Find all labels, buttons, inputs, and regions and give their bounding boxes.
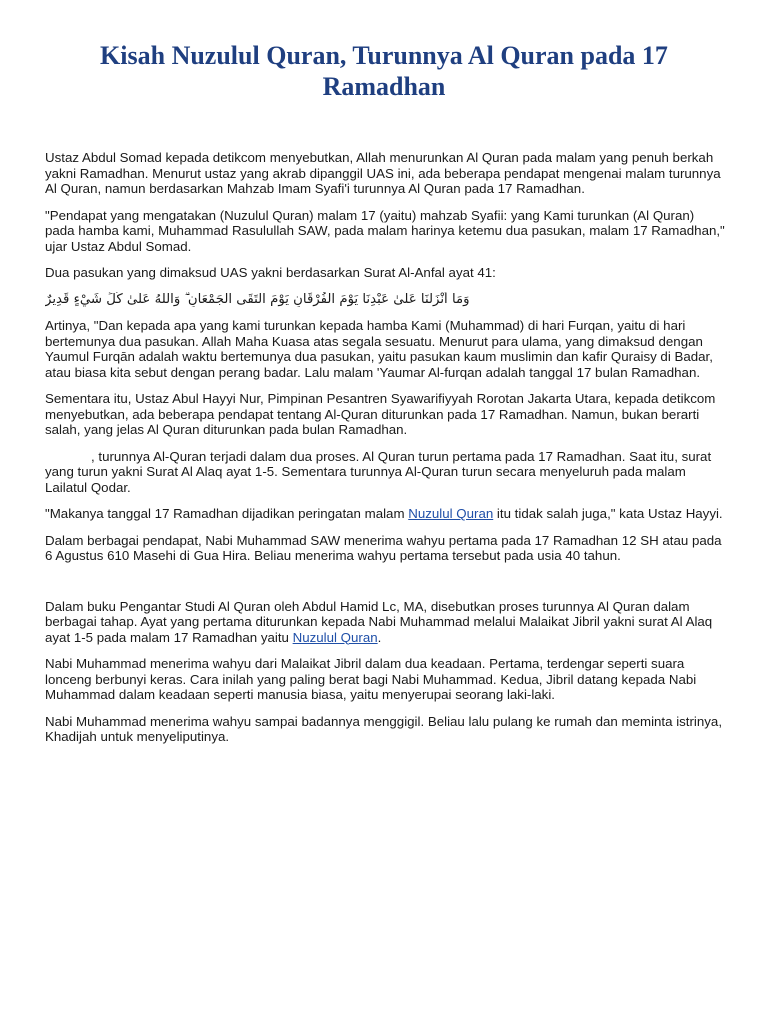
paragraph-8 xyxy=(45,506,725,522)
paragraph-12: Nabi Muhammad menerima wahyu sampai badannya menggigil. Beliau lalu pulang ke rumah dan meminta istrinya, Khadijah untuk menyeliputinya. xyxy=(45,713,723,744)
paragraph-11: Nabi Muhammad menerima wahyu dari Malaikat Jibril dalam dua keadaan. Pertama, terdengar seperti suara lonceng berbunyi keras. Cara inilah yang paling berat bagi Nabi Muhammad. Kedua, Jibril datang kepada Nabi Muhammad dalam keadaan seperti manusia biasa, yaitu menyerupai seorang laki-laki. xyxy=(45,656,697,702)
paragraph-10-text-after: . xyxy=(377,629,382,645)
paragraph-1: Ustaz Abdul Somad kepada detikcom menyebutkan, Allah menurunkan Al Quran pada malam yang penuh berkah yakni Ramadhan. Menurut ustaz yang akrab dipanggil UAS ini, ada beberapa pendapat mengenai malam turunnya Al Quran, namun berdasarkan Mahzab Imam Syafi'i turunnya Al Quran pada 17 Ramadhan. xyxy=(45,150,721,196)
article-body xyxy=(45,150,725,756)
paragraph-7 xyxy=(45,449,725,496)
paragraph-2: "Pendapat yang mengatakan (Nuzulul Quran) malam 17 (yaitu) mahzab Syafii: yang Kami turunkan (Al Quran) pada hamba kami, Muhammad Rasulullah SAW, pada malam harinya ketemu dua pasukan, malam 17 Ramadhan," ujar Ustaz Abdul Somad. xyxy=(45,207,725,254)
paragraph-6: Sementara itu, Ustaz Abul Hayyi Nur, Pimpinan Pesantren Syawarifiyyah Rorotan Jakarta Utara, kepada detikcom menyebutkan, ada beberapa pendapat tentang Al-Quran diturunkan pada 17 Ramadhan. Namun, bukan berarti salah, yang jelas Al Quran diturunkan pada bulan Ramadhan. xyxy=(45,391,716,437)
paragraph-8-text-after: itu tidak salah juga," kata Ustaz Hayyi. xyxy=(493,506,723,521)
spacer xyxy=(45,575,725,599)
paragraph-5: Artinya, "Dan kepada apa yang kami turunkan kepada hamba Kami (Muhammad) di hari Furqan, yaitu di hari bertemunya dua pasukan. Allah Maha Kuasa atas segala sesuatu. Menurut para ulama, yang dimaksud dengan Yaumul Furqān adalah waktu bertemunya dua pasukan, yaitu pasukan kaum muslimin dan kafir Quraisy di Badar, atau biasa kita sebut dengan perang badar. Lalu malam 'Yaumar Al-furqan adalah tanggal 17 bulan Ramadhan. xyxy=(45,318,713,380)
paragraph-10-text-before: Dalam buku Pengantar Studi Al Quran oleh Abdul Hamid Lc, MA, disebutkan proses turunnya Al Quran dalam berbagai tahap. Ayat yang pertama diturunkan kepada Nabi Muhammad melalui Malaikat Jibril yakni surat Al Alaq ayat 1-5 pada malam 17 Ramadhan yaitu xyxy=(45,598,713,645)
paragraph-3: Dua pasukan yang dimaksud UAS yakni berdasarkan Surat Al-Anfal ayat 41: xyxy=(45,265,496,280)
paragraph-9: Dalam berbagai pendapat, Nabi Muhammad SAW menerima wahyu pertama pada 17 Ramadhan 12 SH atau pada 6 Agustus 610 Masehi di Gua Hira. Beliau menerima wahyu pertama tersebut pada usia 40 tahun. xyxy=(45,532,722,563)
paragraph-8-text-before: "Makanya tanggal 17 Ramadhan dijadikan peringatan malam xyxy=(45,506,409,521)
article-title: Kisah Nuzulul Quran, Turunnya Al Quran pada 17 Ramadhan xyxy=(100,41,668,101)
paragraph-10 xyxy=(45,599,725,646)
nuzulul-quran-link-2[interactable]: Nuzulul Quran xyxy=(292,629,378,645)
arabic-verse: وَمَا أَنْزَلْنَا عَلَىٰ عَبْدِنَا يَوْمَ الْفُرْقَانِ يَوْمَ الْتَقَى الْجَمْعَانِ ۗ وَاللَّهُ عَلَىٰ كُلِّ شَيْءٍ قَدِيرٌ xyxy=(45,291,470,307)
paragraph-7-text: , turunnya Al-Quran terjadi dalam dua proses. Al Quran turun pertama pada 17 Ramadhan. Saat itu, surat yang turun yakni Surat Al Alaq ayat 1-5. Sementara turunnya Al-Quran turun secara menyeluruh pada malam Lailatul Qodar. xyxy=(45,448,712,495)
nuzulul-quran-link[interactable]: Nuzulul Quran xyxy=(408,506,494,521)
